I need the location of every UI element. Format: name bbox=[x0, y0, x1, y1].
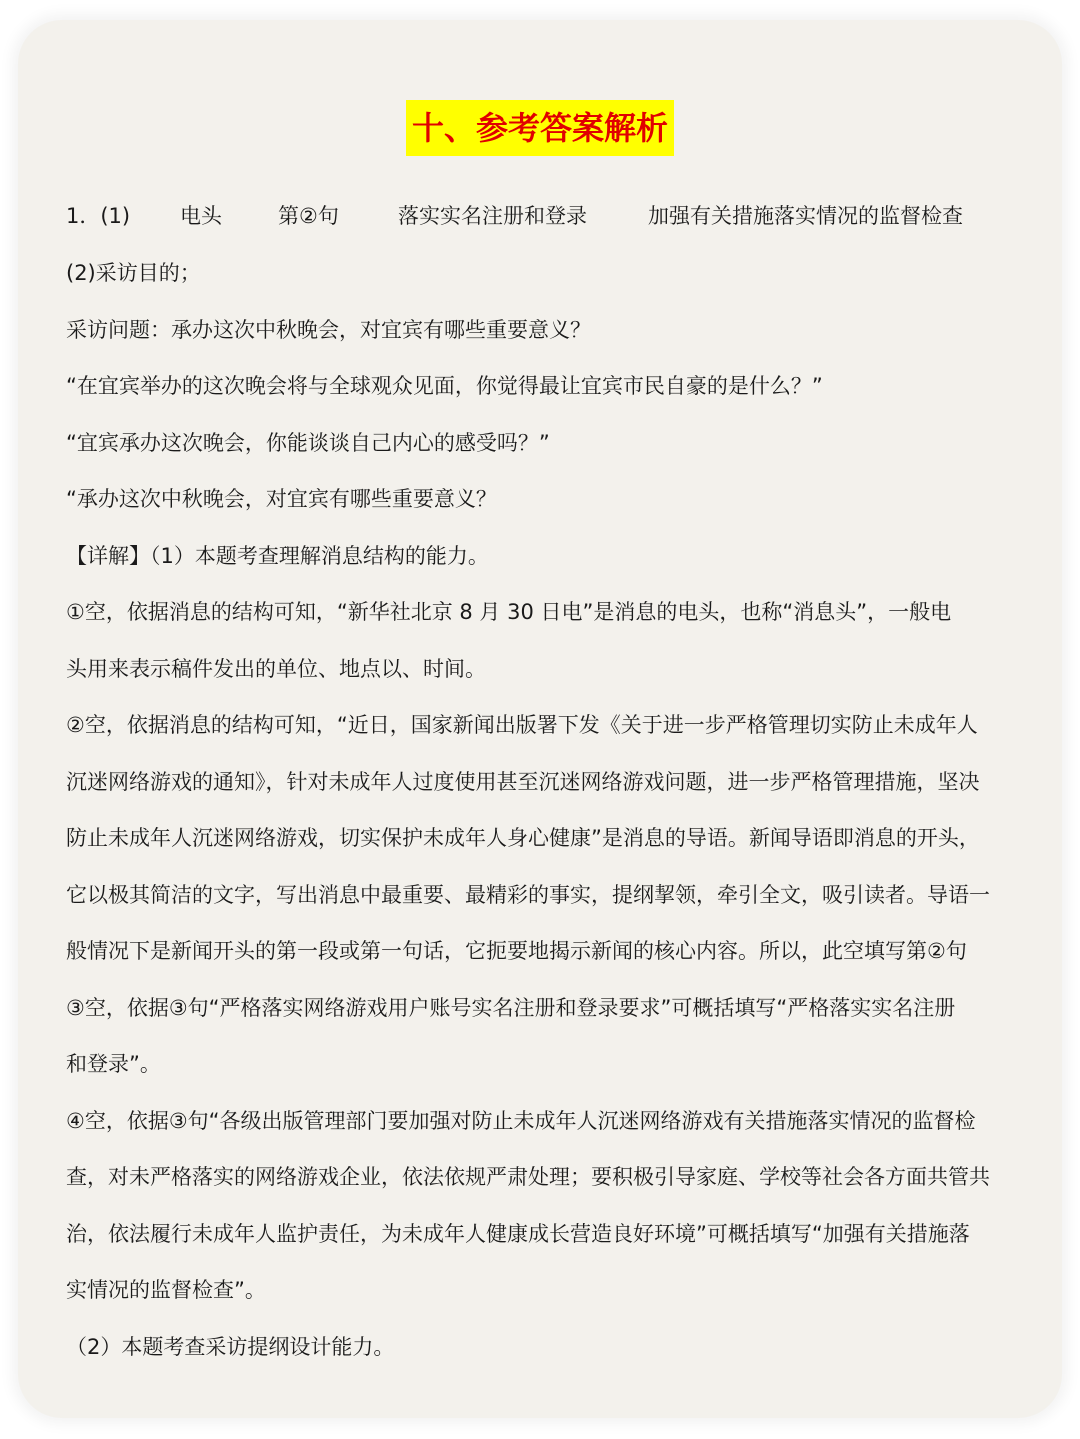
answer-blank-1: 电头 bbox=[180, 204, 222, 228]
text-line: 实情况的监督检查”。 bbox=[66, 1278, 266, 1302]
text-line: 防止未成年人沉迷网络游戏，切实保护未成年人身心健康”是消息的导语。新闻导语即消息的开头， bbox=[66, 826, 980, 850]
text-line: （2）本题考查采访提纲设计能力。 bbox=[66, 1335, 395, 1359]
question-number: 1．(1) bbox=[66, 204, 131, 228]
text-line: 采访问题：承办这次中秋晚会，对宜宾有哪些重要意义？ bbox=[66, 318, 591, 342]
text-line: 它以极其简洁的文字，写出消息中最重要、最精彩的事实，提纲挈领，牵引全文，吸引读者。导语一 bbox=[66, 883, 990, 907]
text-line: “宜宾承办这次晚会，你能谈谈自己内心的感受吗？” bbox=[66, 431, 550, 455]
text-line: 查，对未严格落实的网络游戏企业，依法依规严肃处理；要积极引导家庭、学校等社会各方面共管共 bbox=[66, 1165, 990, 1189]
answer-blank-3: 落实实名注册和登录 bbox=[398, 204, 587, 228]
text-line: 般情况下是新闻开头的第一段或第一句话，它扼要地揭示新闻的核心内容。所以，此空填写第②句 bbox=[66, 939, 967, 963]
text-line: ①空，依据消息的结构可知，“新华社北京 8 月 30 日电”是消息的电头，也称“消息头”，一般电 bbox=[66, 600, 952, 624]
page-title: 十、参考答案解析 bbox=[406, 100, 674, 156]
text-line: 沉迷网络游戏的通知》，针对未成年人过度使用甚至沉迷网络游戏问题，进一步严格管理措施，坚决 bbox=[66, 770, 980, 794]
title-container bbox=[0, 100, 1080, 156]
text-line: “承办这次中秋晚会，对宜宾有哪些重要意义？ bbox=[66, 487, 497, 511]
text-line: (2)采访目的； bbox=[66, 261, 201, 285]
text-line: 和登录”。 bbox=[66, 1052, 161, 1076]
text-line: ②空，依据消息的结构可知，“近日，国家新闻出版署下发《关于进一步严格管理切实防止未成年人 bbox=[66, 713, 978, 737]
text-line: ④空，依据③句“各级出版管理部门要加强对防止未成年人沉迷网络游戏有关措施落实情况的监督检 bbox=[66, 1109, 976, 1133]
text-line: 头用来表示稿件发出的单位、地点以、时间。 bbox=[66, 657, 486, 681]
text-line: “在宜宾举办的这次晚会将与全球观众见面，你觉得最让宜宾市民自豪的是什么？” bbox=[66, 374, 823, 398]
text-line: 【详解】（1）本题考查理解消息结构的能力。 bbox=[66, 544, 489, 568]
text-line: ③空，依据③句“严格落实网络游戏用户账号实名注册和登录要求”可概括填写“严格落实实名注册 bbox=[66, 996, 956, 1020]
answer-blank-4: 加强有关措施落实情况的监督检查 bbox=[648, 204, 963, 228]
text-line: 治，依法履行未成年人监护责任，为未成年人健康成长营造良好环境”可概括填写“加强有关措施落 bbox=[66, 1222, 970, 1246]
answer-blank-2: 第②句 bbox=[278, 204, 339, 228]
